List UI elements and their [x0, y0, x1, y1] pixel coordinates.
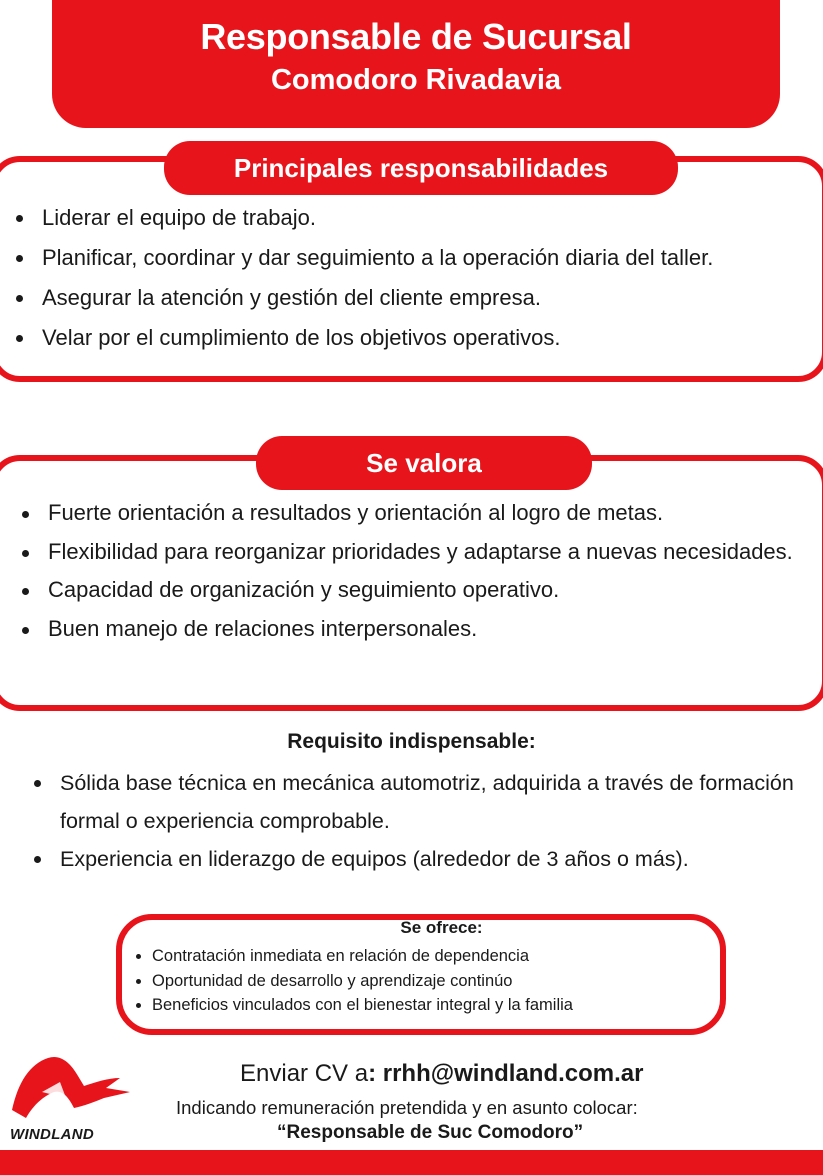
responsibilities-heading: Principales responsabilidades [164, 141, 678, 195]
page-title: Responsable de Sucursal [200, 16, 632, 57]
list-item: Velar por el cumplimiento de los objetivos operativos. [8, 318, 823, 358]
list-item: Sólida base técnica en mecánica automotriz, adquirida a través de formación formal o experiencia comprobable. [26, 764, 806, 840]
requirement-heading: Requisito indispensable: [287, 730, 536, 753]
offer-heading: Se ofrece: [400, 918, 483, 937]
flag-logo-icon [8, 1052, 138, 1126]
list-item: Asegurar la atención y gestión del cliente empresa. [8, 278, 823, 318]
list-item: Beneficios vinculados con el bienestar integral y la familia [128, 993, 708, 1018]
cv-prefix: Enviar CV a [240, 1060, 369, 1087]
list-item: Experiencia en liderazgo de equipos (alrededor de 3 años o más). [26, 840, 806, 878]
valued-list [14, 494, 804, 648]
list-item: Capacidad de organización y seguimiento operativo. [14, 571, 804, 610]
list-item: Flexibilidad para reorganizar prioridades y adaptarse a nuevas necesidades. [14, 533, 804, 572]
cv-line [240, 1060, 644, 1088]
offer-list [128, 944, 708, 1018]
logo-wordmark: WINDLAND [10, 1126, 95, 1143]
bottom-bar [0, 1150, 823, 1175]
requirement-list [26, 764, 806, 878]
email-subject: “Responsable de Suc Comodoro” [277, 1122, 584, 1143]
page-subtitle: Comodoro Rivadavia [270, 64, 562, 96]
instructions-text: Indicando remuneración pretendida y en asunto colocar: [176, 1097, 638, 1118]
responsibilities-list [8, 198, 823, 358]
list-item: Planificar, coordinar y dar seguimiento a la operación diaria del taller. [8, 238, 823, 278]
windland-logo [8, 1052, 138, 1147]
list-item: Contratación inmediata en relación de dependencia [128, 944, 708, 969]
valued-heading: Se valora [256, 436, 592, 490]
email-link[interactable]: : rrhh@windland.com.ar [368, 1060, 644, 1087]
list-item: Fuerte orientación a resultados y orientación al logro de metas. [14, 494, 804, 533]
list-item: Liderar el equipo de trabajo. [8, 198, 823, 238]
list-item: Oportunidad de desarrollo y aprendizaje continúo [128, 969, 708, 994]
title-banner [52, 0, 780, 128]
list-item: Buen manejo de relaciones interpersonales. [14, 610, 804, 649]
